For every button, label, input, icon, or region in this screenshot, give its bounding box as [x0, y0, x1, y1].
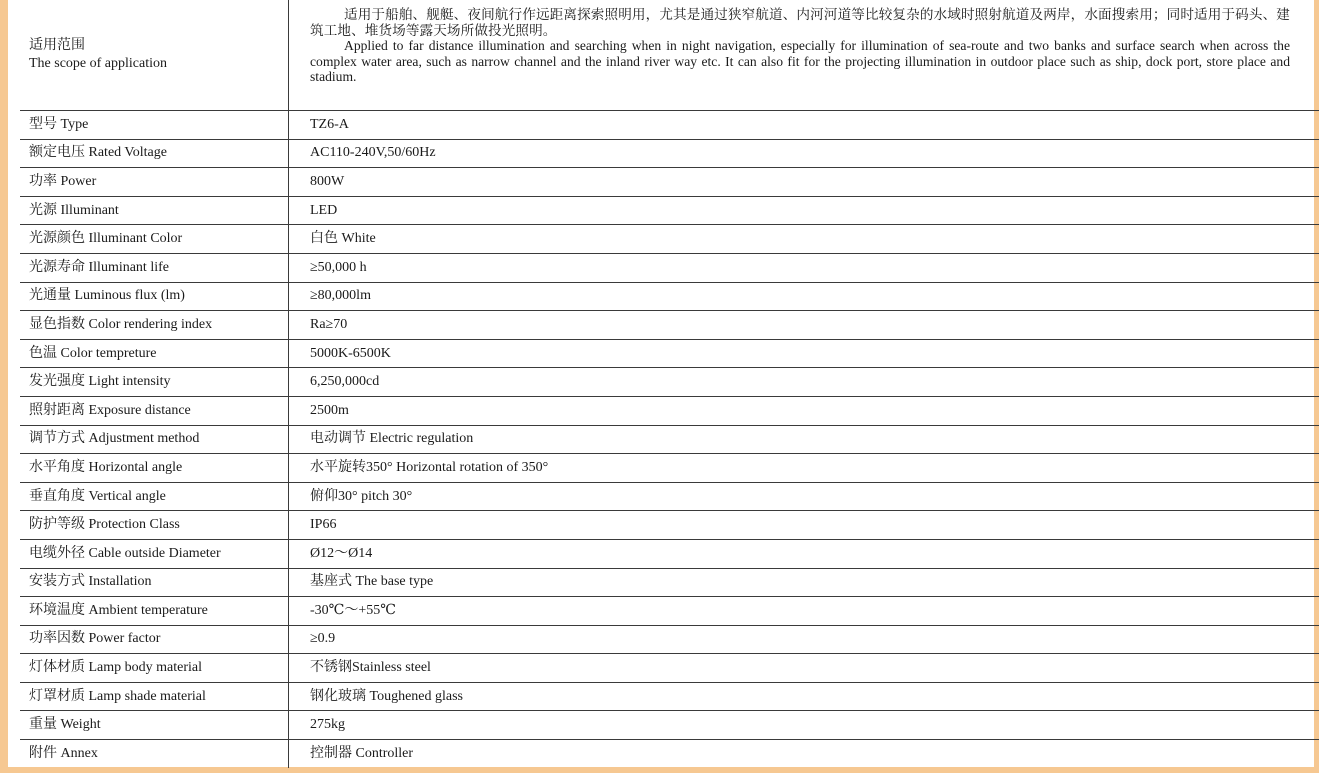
spec-label: 型号 Type — [20, 111, 289, 140]
spec-row-type — [20, 111, 1319, 140]
spec-label: 色温 Color tempreture — [20, 339, 289, 368]
spec-value: Ra≥70 — [289, 311, 1319, 340]
spec-value: AC110-240V,50/60Hz — [289, 139, 1319, 168]
spec-value: ≥0.9 — [289, 625, 1319, 654]
spec-row-protection-class — [20, 511, 1319, 540]
spec-label: 调节方式 Adjustment method — [20, 425, 289, 454]
spec-label: 功率因数 Power factor — [20, 625, 289, 654]
spec-value: 800W — [289, 168, 1319, 197]
spec-label: 照射距离 Exposure distance — [20, 396, 289, 425]
spec-label: 灯罩材质 Lamp shade material — [20, 682, 289, 711]
spec-row-power-factor — [20, 625, 1319, 654]
spec-value: 电动调节 Electric regulation — [289, 425, 1319, 454]
spec-label: 光源颜色 Illuminant Color — [20, 225, 289, 254]
spec-row-exposure-distance — [20, 396, 1319, 425]
spec-value: 俯仰30° pitch 30° — [289, 482, 1319, 511]
scope-row — [20, 0, 1319, 111]
spec-value: IP66 — [289, 511, 1319, 540]
spec-label: 安装方式 Installation — [20, 568, 289, 597]
spec-row-installation — [20, 568, 1319, 597]
spec-label: 电缆外径 Cable outside Diameter — [20, 539, 289, 568]
spec-row-adjustment-method — [20, 425, 1319, 454]
scope-text-zh: 适用于船舶、舰艇、夜间航行作远距离探索照明用，尤其是通过狭窄航道、内河河道等比较复杂的水域时照射航道及两岸，水面搜索用；同时适用于码头、建筑工地、堆货场等露天场所做投光照明。 — [310, 7, 1290, 38]
spec-row-color-temperature — [20, 339, 1319, 368]
spec-row-illuminant-color — [20, 225, 1319, 254]
spec-label: 水平角度 Horizontal angle — [20, 454, 289, 483]
spec-value: 5000K-6500K — [289, 339, 1319, 368]
spec-value: -30℃～+55℃ — [289, 597, 1319, 626]
spec-table — [20, 0, 1319, 768]
spec-label: 附件 Annex — [20, 740, 289, 768]
spec-row-lamp-shade-material — [20, 682, 1319, 711]
spec-row-weight — [20, 711, 1319, 740]
spec-value: ≥50,000 h — [289, 253, 1319, 282]
spec-label: 显色指数 Color rendering index — [20, 311, 289, 340]
spec-label: 功率 Power — [20, 168, 289, 197]
spec-row-horizontal-angle — [20, 454, 1319, 483]
spec-label: 垂直角度 Vertical angle — [20, 482, 289, 511]
scope-text-en: Applied to far distance illumination and searching when in night navigation, especially for illumination of sea-route and two banks and surface search when across the complex water area, such as narrow channel and the inland river way etc. It can also fit for the projecting illumination in outdoor place such as ship, dock port, store place and stadium. — [310, 38, 1290, 84]
spec-row-light-intensity — [20, 368, 1319, 397]
spec-label: 环境温度 Ambient temperature — [20, 597, 289, 626]
spec-label: 额定电压 Rated Voltage — [20, 139, 289, 168]
scope-label-cell — [20, 0, 289, 111]
spec-label: 发光强度 Light intensity — [20, 368, 289, 397]
spec-value: TZ6-A — [289, 111, 1319, 140]
spec-row-annex — [20, 740, 1319, 768]
spec-value: 控制器 Controller — [310, 745, 414, 761]
spec-value: 钢化玻璃 Toughened glass — [289, 682, 1319, 711]
spec-row-lamp-body-material — [20, 654, 1319, 683]
spec-row-illuminant — [20, 196, 1319, 225]
spec-value: 不锈钢Stainless steel — [289, 654, 1319, 683]
spec-label: 光源 Illuminant — [20, 196, 289, 225]
spec-row-cable-diameter — [20, 539, 1319, 568]
spec-value: 2500m — [289, 396, 1319, 425]
spec-value: 水平旋转350° Horizontal rotation of 350° — [289, 454, 1319, 483]
spec-row-power — [20, 168, 1319, 197]
spec-value: LED — [289, 196, 1319, 225]
scope-text-cell — [289, 0, 1319, 111]
spec-value: 基座式 The base type — [289, 568, 1319, 597]
spec-label: 重量 Weight — [20, 711, 289, 740]
spec-row-vertical-angle — [20, 482, 1319, 511]
spec-row-color-rendering-index — [20, 311, 1319, 340]
spec-label: 防护等级 Protection Class — [20, 511, 289, 540]
spec-row-illuminant-life — [20, 253, 1319, 282]
scope-label-en: The scope of application — [29, 56, 168, 71]
spec-value: ≥80,000lm — [289, 282, 1319, 311]
spec-label: 光源寿命 Illuminant life — [20, 253, 289, 282]
spec-row-luminous-flux — [20, 282, 1319, 311]
spec-label: 灯体材质 Lamp body material — [20, 654, 289, 683]
spec-row-ambient-temperature — [20, 597, 1319, 626]
spec-value: Ø12～Ø14 — [289, 539, 1319, 568]
spec-row-rated-voltage — [20, 139, 1319, 168]
spec-label: 光通量 Luminous flux (lm) — [20, 282, 289, 311]
scope-label-zh: 适用范围 — [29, 38, 85, 53]
spec-value: 275kg — [289, 711, 1319, 740]
spec-value: 6,250,000cd — [289, 368, 1319, 397]
spec-value: 白色 White — [289, 225, 1319, 254]
